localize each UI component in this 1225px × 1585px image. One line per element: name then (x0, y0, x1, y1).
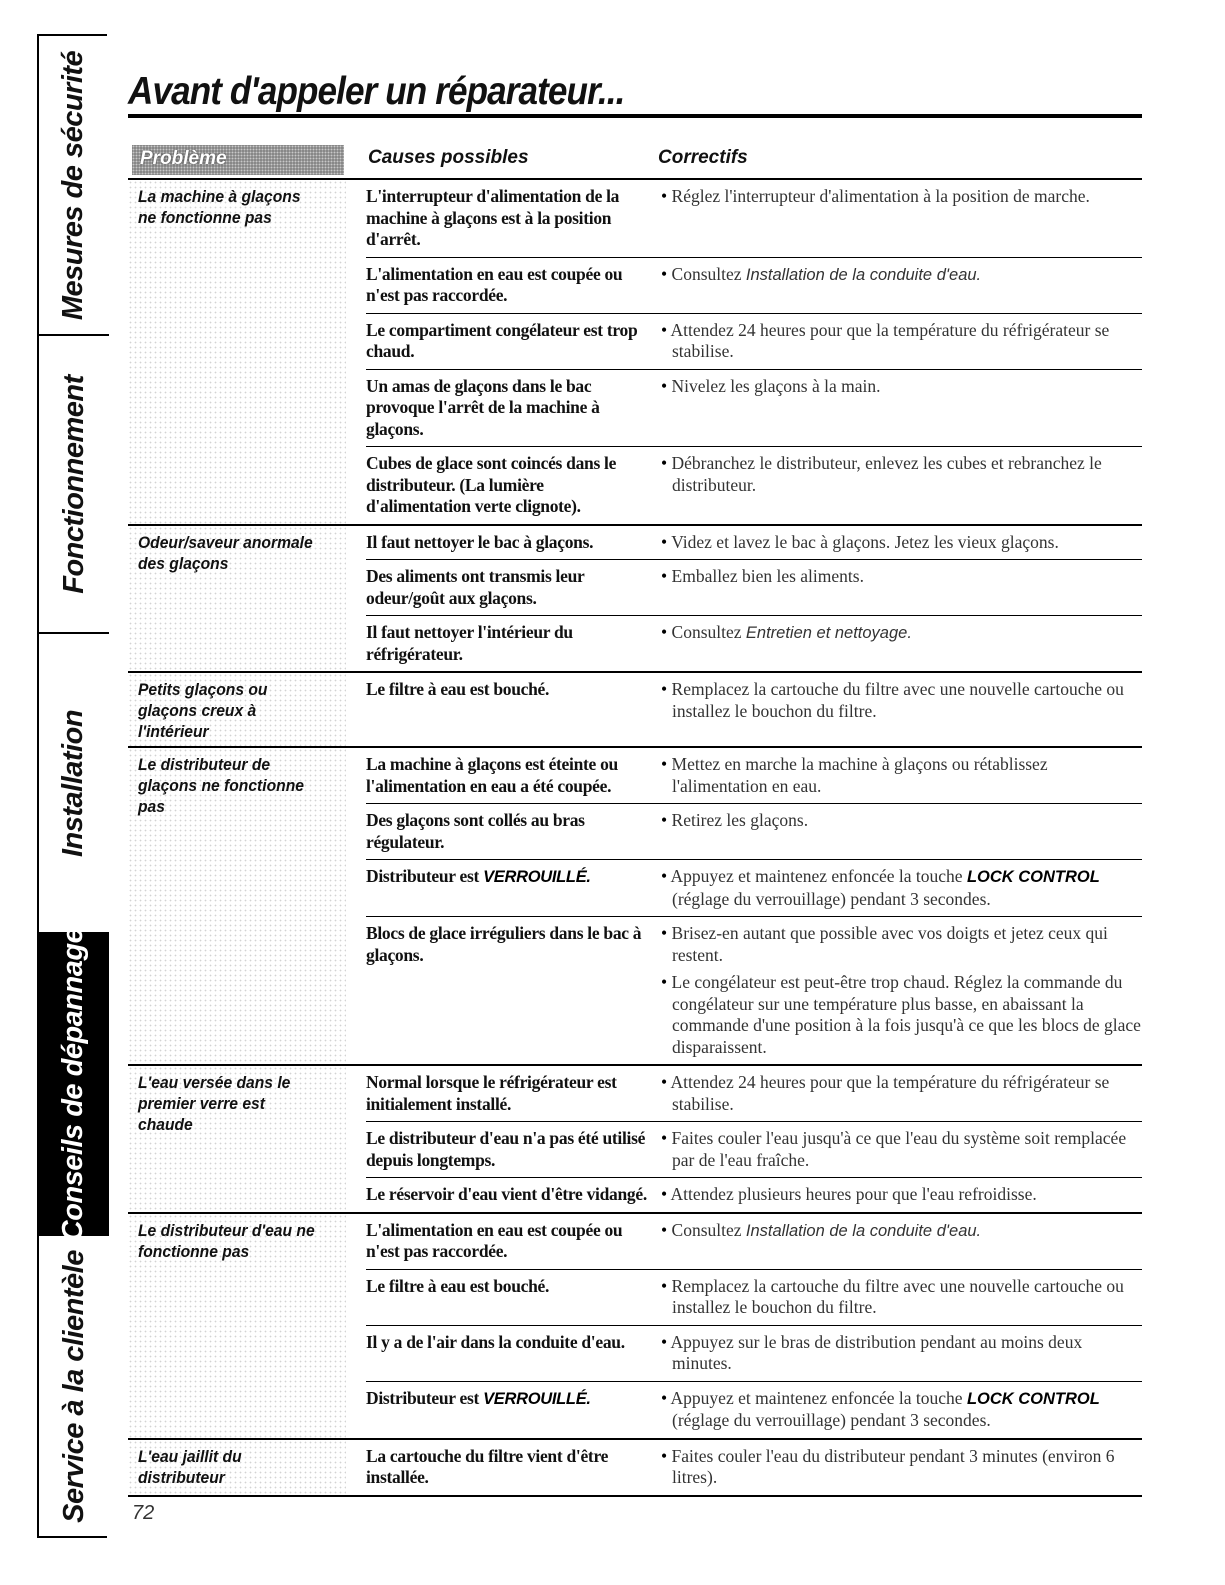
fix-item (658, 679, 1142, 722)
text-run: Remplacez la cartouche du filtre avec une nouvelle cartouche ou installez le bouchon du filtre. (671, 679, 1124, 721)
fix-item (658, 866, 1142, 910)
text-run: Blocs de glace irréguliers dans le bac à glaçons. (366, 923, 642, 965)
table-row (366, 1177, 1142, 1212)
table-row (366, 748, 1142, 803)
table-row (366, 859, 1142, 916)
problem-cell (128, 748, 346, 1064)
fix-item (658, 566, 1142, 588)
fix-item (658, 622, 1142, 645)
problem-group (128, 748, 1142, 1066)
text-run: Distributeur est (366, 866, 484, 886)
fix-cell (658, 1276, 1142, 1319)
reference-text: Installation de la conduite d'eau. (745, 1221, 982, 1240)
table-row (366, 369, 1142, 447)
text-run: Attendez 24 heures pour que la température du réfrigérateur se stabilise. (670, 1072, 1110, 1114)
text-run: Attendez 24 heures pour que la température du réfrigérateur se stabilise. (670, 319, 1110, 361)
fix-item (658, 1446, 1142, 1489)
fix-cell (658, 923, 1142, 1058)
text-run: Consultez (671, 622, 746, 642)
cause-cell (366, 1446, 658, 1489)
side-tab-label: Fonctionnement (57, 374, 90, 594)
problem-cell (128, 673, 346, 746)
cause-cell (366, 320, 658, 363)
side-tab-label: Service à la clientèle (57, 1249, 90, 1523)
cause-cell (366, 1220, 658, 1263)
side-navigation (37, 34, 107, 1538)
table-row (366, 1066, 1142, 1121)
fix-cell (658, 622, 1142, 665)
table-row (366, 526, 1142, 560)
fix-cell (658, 810, 1142, 853)
fix-cell (658, 1388, 1142, 1432)
fix-item (658, 754, 1142, 797)
side-tab-4[interactable] (39, 1236, 109, 1536)
table-body (128, 180, 1142, 1497)
problem-label: L'eau versée dans le premier verre est chaude (138, 1073, 291, 1134)
fix-item (658, 320, 1142, 363)
fix-item (658, 1220, 1142, 1243)
table-row (366, 803, 1142, 859)
text-run: Attendez plusieurs heures pour que l'eau refroidisse. (670, 1184, 1037, 1204)
emphasis-text: VERROUILLÉ. (483, 868, 591, 886)
fix-item (658, 810, 1142, 832)
text-run: Appuyez et maintenez enfoncée la touche (670, 866, 967, 886)
table-row (366, 180, 1142, 257)
title-rule (128, 114, 1142, 118)
text-run: Appuyez sur le bras de distribution pendant au moins deux minutes. (670, 1331, 1083, 1373)
text-run: Mettez en marche la machine à glaçons ou rétablissez l'alimentation en eau. (671, 754, 1048, 796)
problem-group (128, 1440, 1142, 1497)
text-run: Retirez les glaçons. (671, 810, 809, 830)
fix-item (658, 1276, 1142, 1319)
problem-cell (128, 1066, 346, 1212)
cause-cell (366, 866, 658, 910)
table-row (366, 1440, 1142, 1495)
fix-cell (658, 453, 1142, 518)
text-run: Il faut nettoyer le bac à glaçons. (366, 531, 594, 552)
cause-cell (366, 622, 658, 665)
cause-cell (366, 186, 658, 251)
cause-cell (366, 453, 658, 518)
text-run: Consultez (671, 263, 746, 284)
cause-cell (366, 376, 658, 441)
problem-label: La machine à glaçons ne fonctionne pas (138, 187, 301, 227)
fix-item (658, 1388, 1142, 1432)
emphasis-text: VERROUILLÉ. (483, 1389, 591, 1408)
text-run: (réglage du verrouillage) pendant 3 secondes. (672, 1410, 991, 1430)
problem-cell (128, 1214, 346, 1438)
side-tab-1[interactable] (39, 336, 109, 634)
table-row (366, 446, 1142, 524)
problem-group (128, 673, 1142, 748)
fix-cell (658, 866, 1142, 910)
page-number: 72 (132, 1502, 155, 1524)
problem-label: Le distributeur de glaçons ne fonctionne pas (138, 755, 304, 816)
text-run: Des aliments ont transmis leur odeur/goût aux glaçons. (366, 566, 585, 608)
table-row (366, 1121, 1142, 1177)
fix-item (658, 376, 1142, 398)
side-tab-0[interactable] (39, 36, 109, 336)
problem-label: L'eau jaillit du distributeur (138, 1446, 242, 1487)
fix-cell (658, 264, 1142, 307)
cause-rows (346, 1214, 1142, 1438)
cause-rows (346, 1440, 1142, 1495)
text-run: Cubes de glace sont coincés dans le distributeur. (La lumière d'alimentation verte clignote). (366, 453, 617, 516)
table-row (366, 257, 1142, 313)
text-run: Le filtre à eau est bouché. (366, 1275, 550, 1296)
column-header-problem: Problème (132, 145, 344, 175)
cause-cell (366, 532, 658, 554)
fix-cell (658, 1220, 1142, 1263)
text-run: Le filtre à eau est bouché. (366, 679, 550, 699)
text-run: Le congélateur est peut-être trop chaud. Réglez la commande du congélateur sur une température plus basse, en abaissant la commande d'une position à la fois jusqu'à ce que les blocs de glace disparaissent. (671, 972, 1141, 1057)
problem-group (128, 1214, 1142, 1440)
fix-item (658, 186, 1142, 208)
text-run: Faites couler l'eau jusqu'à ce que l'eau du système soit remplacée par de l'eau fraîche. (671, 1128, 1127, 1170)
emphasis-text: LOCK CONTROL (966, 1389, 1100, 1408)
text-run: Remplacez la cartouche du filtre avec une nouvelle cartouche ou installez le bouchon du filtre. (671, 1275, 1124, 1317)
cause-rows (346, 748, 1142, 1064)
table-row (366, 673, 1142, 728)
text-run: Normal lorsque le réfrigérateur est initialement installé. (366, 1072, 617, 1114)
fix-cell (658, 1128, 1142, 1171)
fix-item (658, 264, 1142, 287)
cause-cell (366, 1128, 658, 1171)
fix-item (658, 1184, 1142, 1206)
problem-group (128, 180, 1142, 526)
fix-item (658, 453, 1142, 496)
text-run: La cartouche du filtre vient d'être installée. (366, 1445, 609, 1487)
table-row (366, 1325, 1142, 1381)
fix-item (658, 1332, 1142, 1375)
column-header-fixes: Correctifs (658, 147, 748, 168)
text-run: L'alimentation en eau est coupée ou n'est pas raccordée. (366, 1219, 623, 1261)
problem-group (128, 526, 1142, 674)
page-title: Avant d'appeler un réparateur... (128, 70, 625, 113)
table-row (366, 1381, 1142, 1438)
text-run: Le compartiment congélateur est trop chaud. (366, 319, 638, 361)
fix-cell (658, 1184, 1142, 1206)
fix-cell (658, 679, 1142, 722)
problem-group (128, 1066, 1142, 1214)
side-tab-3[interactable] (39, 927, 109, 1241)
cause-cell (366, 264, 658, 307)
table-row (366, 1269, 1142, 1325)
side-tab-label: Installation (57, 709, 90, 857)
side-tab-2[interactable] (39, 634, 109, 934)
text-run: Nivelez les glaçons à la main. (671, 375, 881, 396)
text-run: Appuyez et maintenez enfoncée la touche (670, 1387, 967, 1408)
cause-cell (366, 1388, 658, 1432)
problem-cell (128, 180, 346, 524)
cause-cell (366, 754, 658, 797)
emphasis-text: LOCK CONTROL (966, 868, 1100, 886)
fix-item (658, 972, 1142, 1058)
table-row (366, 559, 1142, 615)
text-run: Réglez l'interrupteur d'alimentation à la position de marche. (671, 186, 1090, 206)
cause-cell (366, 566, 658, 609)
cause-rows (346, 673, 1142, 746)
fix-cell (658, 1332, 1142, 1375)
fix-cell (658, 376, 1142, 441)
text-run: L'interrupteur d'alimentation de la machine à glaçons est à la position d'arrêt. (366, 186, 620, 249)
fix-cell (658, 186, 1142, 251)
table-row (366, 1214, 1142, 1269)
problem-label: Odeur/saveur anormale des glaçons (138, 532, 313, 573)
cause-cell (366, 923, 658, 1058)
text-run: Débranchez le distributeur, enlevez les cubes et rebranchez le distributeur. (671, 453, 1102, 495)
troubleshooting-table (128, 143, 1142, 1497)
side-tab-label: Conseils de dépannage (57, 927, 90, 1241)
text-run: Le réservoir d'eau vient d'être vidangé. (366, 1184, 647, 1204)
text-run: Emballez bien les aliments. (671, 566, 864, 586)
table-header (128, 143, 1142, 180)
side-tab-label: Mesures de sécurité (57, 50, 90, 320)
cause-cell (366, 1276, 658, 1319)
text-run: Des glaçons sont collés au bras régulateur. (366, 810, 585, 852)
text-run: Brisez-en autant que possible avec vos doigts et jetez ceux qui restent. (671, 923, 1108, 965)
cause-cell (366, 1184, 658, 1206)
cause-rows (346, 526, 1142, 672)
fix-item (658, 1128, 1142, 1171)
cause-cell (366, 810, 658, 853)
text-run: Faites couler l'eau du distributeur pendant 3 minutes (environ 6 litres). (671, 1445, 1115, 1487)
table-row (366, 916, 1142, 1064)
table-row (366, 313, 1142, 369)
fix-cell (658, 320, 1142, 363)
cause-rows (346, 1066, 1142, 1212)
fix-item (658, 923, 1142, 966)
cause-cell (366, 1072, 658, 1115)
text-run: Il y a de l'air dans la conduite d'eau. (366, 1331, 625, 1352)
cause-cell (366, 1332, 658, 1375)
text-run: Le distributeur d'eau n'a pas été utilisé depuis longtemps. (366, 1128, 646, 1170)
fix-cell (658, 1446, 1142, 1489)
text-run: L'alimentation en eau est coupée ou n'est pas raccordée. (366, 263, 623, 305)
text-run: La machine à glaçons est éteinte ou l'alimentation en eau a été coupée. (366, 754, 618, 796)
fix-cell (658, 754, 1142, 797)
text-run: Videz et lavez le bac à glaçons. Jetez les vieux glaçons. (671, 531, 1059, 552)
fix-cell (658, 1072, 1142, 1115)
reference-text: Installation de la conduite d'eau. (745, 265, 982, 284)
column-header-causes: Causes possibles (368, 147, 529, 168)
cause-rows (346, 180, 1142, 524)
problem-cell (128, 1440, 346, 1495)
problem-cell (128, 526, 346, 672)
fix-cell (658, 532, 1142, 554)
problem-label: Le distributeur d'eau ne fonctionne pas (138, 1220, 315, 1261)
text-run: Il faut nettoyer l'intérieur du réfrigérateur. (366, 622, 573, 664)
text-run: Distributeur est (366, 1387, 484, 1408)
text-run: Un amas de glaçons dans le bac provoque l'arrêt de la machine à glaçons. (366, 375, 600, 439)
reference-text: Entretien et nettoyage. (745, 624, 912, 642)
problem-label: Petits glaçons ou glaçons creux à l'intérieur (138, 680, 268, 741)
table-row (366, 615, 1142, 671)
fix-item (658, 532, 1142, 554)
fix-cell (658, 566, 1142, 609)
text-run: Consultez (671, 1219, 746, 1240)
cause-cell (366, 679, 658, 722)
fix-item (658, 1072, 1142, 1115)
text-run: (réglage du verrouillage) pendant 3 secondes. (672, 888, 991, 909)
